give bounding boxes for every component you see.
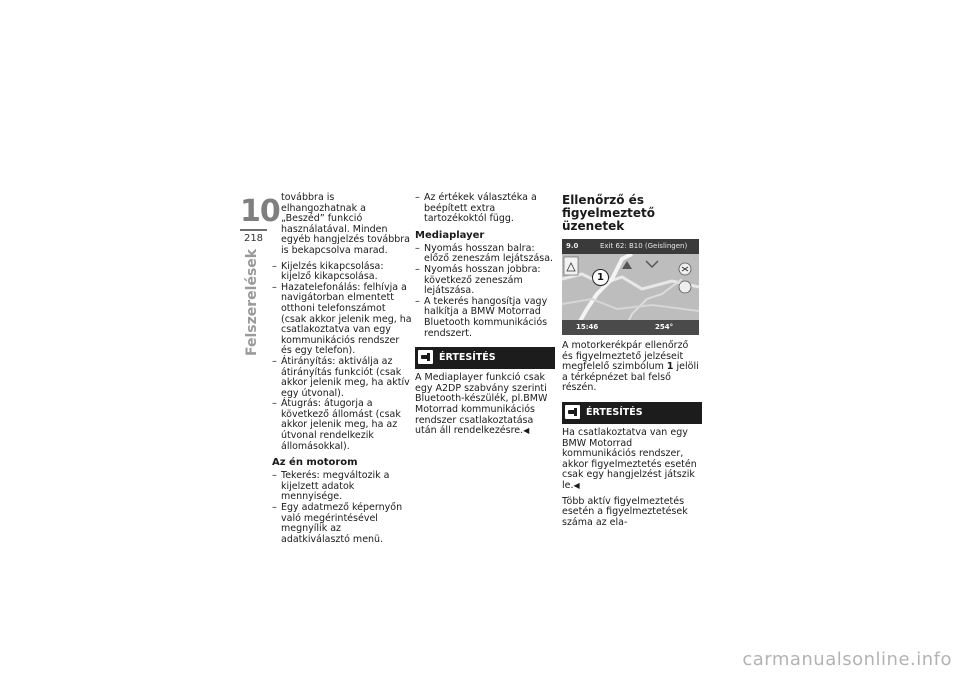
arrival-time: 15:46 bbox=[576, 323, 599, 331]
mediaplayer-list bbox=[415, 244, 555, 339]
notice-banner bbox=[562, 402, 702, 424]
notice-text: Ha csatlakoztatva van egy BMW Motorrad kommunikációs rendszer, akkor figyelmeztetés esetén csak egy hangjelzést játszik le.◀ bbox=[562, 426, 697, 491]
values-list bbox=[415, 193, 555, 225]
notice-banner bbox=[415, 347, 555, 369]
multiple-warnings-paragraph: Több aktív figyelmeztetés esetén a figyelmeztetések száma az ela- bbox=[562, 495, 688, 528]
section-heading-mediaplayer: Mediaplayer bbox=[415, 229, 485, 241]
nav-top-bar bbox=[562, 239, 699, 254]
section-heading-my-motorcycle: Az én motorom bbox=[272, 457, 358, 469]
notice-label: ÉRTESÍTÉS bbox=[586, 406, 643, 418]
list-item: – Kijelzés kikapcsolása: kijelző kikapcsolása. bbox=[272, 262, 412, 283]
column-1 bbox=[272, 193, 412, 550]
nav-bottom-bar bbox=[562, 320, 699, 335]
chapter-title: Felszerelések bbox=[244, 248, 260, 356]
option-list bbox=[272, 262, 412, 453]
list-item: – Átugrás: átugorja a következő állomást (csak akkor jelenik meg, ha az útvonal rendelkezik állomásokkal). bbox=[272, 399, 412, 452]
page-number: 218 bbox=[240, 229, 267, 245]
exit-info: Exit 62: B10 (Geislingen) bbox=[600, 242, 688, 250]
end-mark-icon: ◀ bbox=[523, 426, 530, 436]
navigation-screenshot bbox=[562, 239, 699, 335]
notice-text: A Mediaplayer funkció csak egy A2DP szabvány szerinti Bluetooth-készülék, pl.BMW Motorrad kommunikációs rendszer csatlakoztatása után áll rendelkezésre.◀ bbox=[415, 372, 548, 437]
list-item: – Hazatelefonálás: felhívja a navigátorban elmentett otthoni telefonszámot (csak akkor jelenik meg, ha csatlakoztatva van egy kommunikációs rendszer és egy telefon). bbox=[272, 283, 412, 357]
turn-distance: 9.0 bbox=[566, 242, 579, 250]
warnings-paragraph: A motorkerékpár ellenőrző és figyelmeztető jelzéseit megfelelő szimbólum 1 jelöli a térképnézet bal felső részén. bbox=[562, 340, 699, 394]
column-2 bbox=[415, 193, 555, 442]
watermark: carmanualsonline.info bbox=[742, 649, 952, 670]
list-item: – A tekerés hangosítja vagy halkítja a BMW Motorrad Bluetooth kommunikációs rendszert. bbox=[415, 297, 555, 339]
list-item: – Egy adatmező képernyőn való megérintésével megnyílik az adatkiválasztó menü. bbox=[272, 503, 412, 545]
notice-hand-icon bbox=[565, 405, 580, 419]
list-item: – Átirányítás: aktiválja az átirányítás funkciót (csak akkor jelenik meg, ha aktív egy útvonal). bbox=[272, 357, 412, 399]
paragraph-continuation: továbbra is elhangozhatnak a „Beszéd” funkció használatával. Minden egyéb hangjelzés továbbra is bekapcsolva marad. bbox=[281, 192, 410, 256]
list-item: – Nyomás hosszan jobbra: következő zeneszám lejátszása. bbox=[415, 265, 555, 297]
my-motorcycle-list bbox=[272, 471, 412, 545]
notice-hand-icon bbox=[418, 350, 433, 364]
chapter-number: 10 bbox=[240, 194, 280, 229]
heading-readout: 254° bbox=[655, 323, 674, 331]
list-item: – Nyomás hosszan balra: előző zeneszám lejátszása. bbox=[415, 244, 555, 265]
list-item: – Tekerés: megváltozik a kijelzett adatok mennyisége. bbox=[272, 471, 412, 503]
end-mark-icon: ◀ bbox=[573, 480, 580, 490]
callout-marker: 1 bbox=[592, 269, 609, 286]
section-heading-warnings: Ellenőrző és figyelmeztető üzenetek bbox=[562, 193, 656, 233]
column-3 bbox=[562, 194, 702, 533]
list-item: – Az értékek választéka a beépített extra tartozékoktól függ. bbox=[415, 193, 555, 225]
notice-label: ÉRTESÍTÉS bbox=[439, 352, 496, 364]
symbol-number: 1 bbox=[666, 361, 674, 373]
